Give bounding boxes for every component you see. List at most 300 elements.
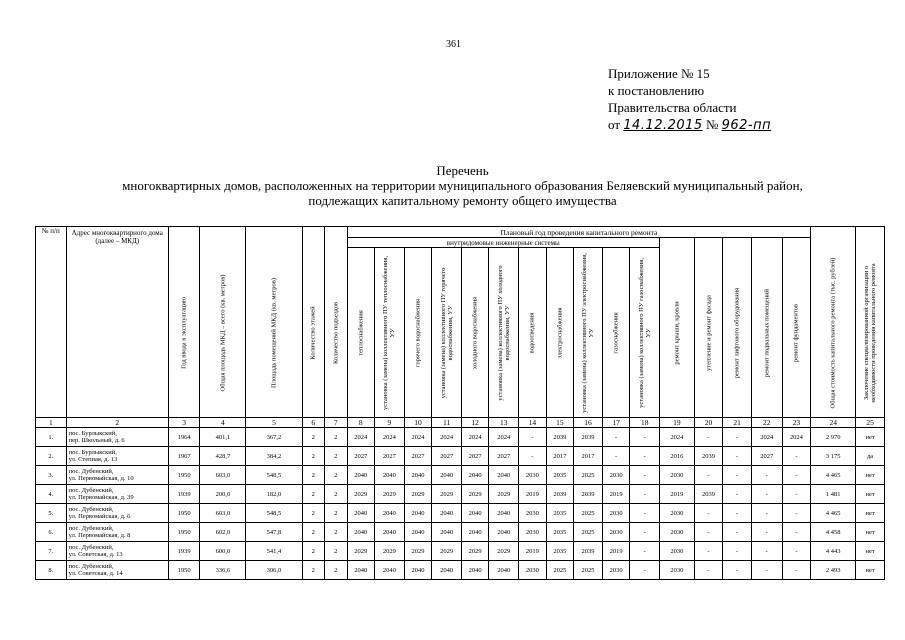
cell-c23: -	[782, 466, 811, 485]
cell-c13: 2040	[489, 523, 519, 542]
cell-c15: 2017	[546, 447, 574, 466]
table-row	[36, 428, 885, 447]
houses-table	[35, 226, 885, 580]
cell-c20: -	[694, 466, 723, 485]
cell-c15: 2039	[546, 428, 574, 447]
header-c22-text: ремонт подвальных помещений	[763, 288, 771, 378]
cell-c14: 2019	[519, 485, 547, 504]
cell-prem: 541,4	[246, 542, 302, 561]
cell-c20: -	[694, 542, 723, 561]
cell-year: 1950	[168, 466, 200, 485]
header-c14	[519, 248, 547, 418]
header-c10-text: горячего водоснабжения	[414, 299, 422, 367]
cell-c8: 2029	[347, 542, 375, 561]
table-row	[36, 542, 885, 561]
table-row	[36, 504, 885, 523]
cell-c17: 2030	[602, 504, 630, 523]
cell-c13: 2040	[489, 466, 519, 485]
cell-c13: 2029	[489, 542, 519, 561]
row-address	[66, 447, 168, 466]
cell-c12: 2040	[461, 466, 489, 485]
cell-c19: 2030	[660, 542, 695, 561]
address-line-1: пос. Бурлыкский,	[68, 449, 117, 456]
column-number: 16	[574, 418, 603, 428]
cell-year: 1950	[168, 561, 200, 580]
row-address	[66, 561, 168, 580]
table-row	[36, 466, 885, 485]
title-line-3: подлежащих капитальному ремонту общего имущества	[308, 193, 617, 208]
column-number: 9	[375, 418, 405, 428]
cell-c25: нет	[856, 428, 885, 447]
cell-c19: 2030	[660, 523, 695, 542]
cell-c19: 2030	[660, 504, 695, 523]
cell-c21: -	[723, 504, 752, 523]
address-line-1: пос. Дубенский,	[68, 563, 114, 570]
address-line-2: ул. Первомайская, д. 6	[68, 513, 131, 520]
header-entrances-text: Количество подъездов	[332, 301, 340, 365]
header-year-text: Год ввода в эксплуатацию	[180, 297, 188, 369]
cell-c21: -	[723, 485, 752, 504]
cell-c12: 2029	[461, 485, 489, 504]
cell-c21: -	[723, 542, 752, 561]
column-number: 20	[694, 418, 723, 428]
cell-ent: 2	[325, 504, 347, 523]
cell-total: 200,0	[200, 485, 246, 504]
cell-c9: 2027	[375, 447, 405, 466]
cell-c22: -	[751, 504, 782, 523]
address-line-2: ул. Советская, д. 13	[68, 551, 123, 558]
header-c19	[660, 238, 695, 418]
cell-c19: 2024	[660, 428, 695, 447]
cell-c16: 2039	[574, 485, 603, 504]
cell-c11: 2040	[432, 466, 462, 485]
cell-ent: 2	[325, 447, 347, 466]
cell-total: 602,0	[200, 523, 246, 542]
document-title	[40, 163, 885, 208]
cell-ent: 2	[325, 466, 347, 485]
cell-year: 1967	[168, 447, 200, 466]
appendix-line-3: Правительства области	[608, 100, 737, 115]
cell-c8: 2040	[347, 504, 375, 523]
cell-floors: 2	[302, 504, 324, 523]
cell-c8: 2029	[347, 485, 375, 504]
cell-c22: 2027	[751, 447, 782, 466]
cell-c25: нет	[856, 485, 885, 504]
header-eng-group: внутридомовые инженерные системы	[347, 238, 660, 248]
column-number: 23	[782, 418, 811, 428]
cell-prem: 548,5	[246, 504, 302, 523]
cell-year: 1964	[168, 428, 200, 447]
cell-ent: 2	[325, 561, 347, 580]
address-line-1: пос. Дубенский,	[68, 487, 114, 494]
cell-c16: 2025	[574, 523, 603, 542]
column-number: 22	[751, 418, 782, 428]
handwritten-number: 962-пп	[721, 118, 772, 133]
cell-c19: 2016	[660, 447, 695, 466]
header-premises-area-text: Площадь помещений МКД (кв. метров)	[270, 278, 278, 388]
header-c21-text: ремонт лифтового оборудования	[733, 287, 741, 379]
column-number: 10	[404, 418, 432, 428]
row-address	[66, 504, 168, 523]
header-c21	[723, 238, 752, 418]
cell-c16: 2025	[574, 466, 603, 485]
cell-c18: -	[630, 447, 660, 466]
header-c16-text: установка (замена) коллективного ПУ электроснабжения, УУ	[581, 253, 596, 413]
handwritten-date: 14.12.2015	[623, 118, 703, 133]
cell-c17: -	[602, 447, 630, 466]
header-c11	[432, 248, 462, 418]
cell-c12: 2040	[461, 504, 489, 523]
cell-c9: 2040	[375, 504, 405, 523]
cell-floors: 2	[302, 523, 324, 542]
cell-c10: 2040	[404, 504, 432, 523]
cell-prem: 367,2	[246, 428, 302, 447]
cell-c12: 2040	[461, 561, 489, 580]
cell-c14: 2019	[519, 542, 547, 561]
cell-total: 401,1	[200, 428, 246, 447]
cell-ent: 2	[325, 485, 347, 504]
cell-c17: 2019	[602, 485, 630, 504]
cell-c20: 2039	[694, 485, 723, 504]
cell-c11: 2040	[432, 523, 462, 542]
cell-c24: 4 443	[811, 542, 856, 561]
column-number: 11	[432, 418, 462, 428]
cell-c14: 2030	[519, 523, 547, 542]
cell-c10: 2029	[404, 485, 432, 504]
table-row	[36, 561, 885, 580]
column-number: 4	[200, 418, 246, 428]
address-line-2: ул. Первомайская, д. 8	[68, 532, 131, 539]
header-c13	[489, 248, 519, 418]
address-line-1: пос. Дубенский,	[68, 544, 114, 551]
row-number: 1.	[36, 428, 67, 447]
cell-c25: нет	[856, 542, 885, 561]
cell-c24: 4 465	[811, 466, 856, 485]
cell-year: 1939	[168, 485, 200, 504]
cell-c14: -	[519, 428, 547, 447]
header-floors	[302, 227, 324, 418]
header-c17-text: газоснабжения	[612, 312, 620, 354]
header-c14-text: водоотведения	[528, 312, 536, 354]
cell-c19: 2030	[660, 466, 695, 485]
cell-c23: -	[782, 561, 811, 580]
cell-c8: 2024	[347, 428, 375, 447]
column-number: 25	[856, 418, 885, 428]
page-number: 361	[446, 39, 461, 50]
cell-c23: -	[782, 504, 811, 523]
cell-c24: 1 481	[811, 485, 856, 504]
column-number: 7	[325, 418, 347, 428]
cell-c9: 2040	[375, 523, 405, 542]
cell-c20: -	[694, 504, 723, 523]
column-number: 13	[489, 418, 519, 428]
header-c15-text: электроснабжения	[556, 307, 564, 359]
cell-year: 1939	[168, 542, 200, 561]
row-address	[66, 428, 168, 447]
header-total-area-text: Общая площадь МКД – всего (кв. метров)	[219, 274, 227, 392]
cell-c8: 2040	[347, 523, 375, 542]
address-line-2: пер. Школьный, д. 6	[68, 437, 125, 444]
cell-c17: 2019	[602, 542, 630, 561]
cell-c10: 2027	[404, 447, 432, 466]
column-number: 24	[811, 418, 856, 428]
column-number: 18	[630, 418, 660, 428]
cell-c14: 2030	[519, 561, 547, 580]
cell-c8: 2040	[347, 466, 375, 485]
row-number: 5.	[36, 504, 67, 523]
cell-c17: 2030	[602, 466, 630, 485]
cell-c15: 2035	[546, 523, 574, 542]
cell-total: 428,7	[200, 447, 246, 466]
cell-ent: 2	[325, 523, 347, 542]
address-line-1: пос. Дубенский,	[68, 506, 114, 513]
cell-c17: -	[602, 428, 630, 447]
column-number: 21	[723, 418, 752, 428]
cell-c22: -	[751, 542, 782, 561]
cell-c24: 4 465	[811, 504, 856, 523]
header-c9-text: установка (замена) коллективного ПУ теплоснабжения, УУ	[382, 255, 397, 411]
cell-c14: 2030	[519, 466, 547, 485]
cell-c15: 2035	[546, 504, 574, 523]
appendix-date-line	[608, 116, 771, 134]
address-line-2: ул. Первомайская, д. 10	[68, 475, 134, 482]
header-total-area	[200, 227, 246, 418]
header-c22	[751, 238, 782, 418]
cell-total: 600,0	[200, 542, 246, 561]
column-number: 1	[36, 418, 67, 428]
column-number-row	[36, 418, 885, 428]
header-c25-text: Заключение специализированной организации о необходимости проведения капитального ремонта	[863, 263, 878, 403]
cell-c13: 2040	[489, 561, 519, 580]
column-number: 12	[461, 418, 489, 428]
date-prefix: от	[608, 117, 621, 132]
appendix-line-2: к постановлению	[608, 83, 705, 98]
row-number: 6.	[36, 523, 67, 542]
table-body	[36, 418, 885, 580]
row-address	[66, 542, 168, 561]
header-plan-group: Плановый год проведения капитального ремонта	[347, 227, 811, 238]
header-c15	[546, 248, 574, 418]
cell-c24: 4 458	[811, 523, 856, 542]
cell-c10: 2040	[404, 523, 432, 542]
cell-floors: 2	[302, 485, 324, 504]
cell-prem: 548,5	[246, 466, 302, 485]
header-c12-text: холодного водоснабжения	[471, 296, 479, 370]
header-c23-text: ремонт фундаментов	[792, 304, 800, 362]
address-line-1: пос. Дубенский,	[68, 525, 114, 532]
cell-c23: -	[782, 542, 811, 561]
cell-c13: 2029	[489, 485, 519, 504]
cell-c10: 2024	[404, 428, 432, 447]
column-number: 3	[168, 418, 200, 428]
cell-floors: 2	[302, 542, 324, 561]
table-row	[36, 447, 885, 466]
cell-c12: 2040	[461, 523, 489, 542]
header-address: Адрес многоквартирного дома (далее – МКД)	[66, 227, 168, 418]
cell-prem: 306,0	[246, 561, 302, 580]
cell-c15: 2035	[546, 542, 574, 561]
row-address	[66, 466, 168, 485]
cell-year: 1950	[168, 504, 200, 523]
header-c17	[602, 248, 630, 418]
header-c13-text: установка (замена) коллективного ПУ холодного водоснабжения, УУ	[496, 265, 511, 401]
title-line-1: Перечень	[436, 163, 489, 178]
cell-c20: -	[694, 428, 723, 447]
cell-c24: 3 175	[811, 447, 856, 466]
header-floors-text: Количество этажей	[309, 306, 317, 360]
cell-prem: 182,0	[246, 485, 302, 504]
cell-c13: 2024	[489, 428, 519, 447]
cell-c18: -	[630, 485, 660, 504]
cell-c15: 2039	[546, 485, 574, 504]
header-c23	[782, 238, 811, 418]
cell-c18: -	[630, 542, 660, 561]
cell-c21: -	[723, 523, 752, 542]
cell-c11: 2027	[432, 447, 462, 466]
cell-c18: -	[630, 523, 660, 542]
header-c12	[461, 248, 489, 418]
address-line-2: ул. Степная, д. 13	[68, 456, 118, 463]
header-c16	[574, 248, 603, 418]
cell-total: 603,0	[200, 466, 246, 485]
cell-c20: -	[694, 561, 723, 580]
cell-c17: 2030	[602, 561, 630, 580]
cell-c16: 2039	[574, 428, 603, 447]
cell-c9: 2024	[375, 428, 405, 447]
cell-c16: 2025	[574, 561, 603, 580]
cell-c18: -	[630, 428, 660, 447]
cell-c15: 2025	[546, 561, 574, 580]
header-c8	[347, 248, 375, 418]
address-line-1: пос. Бурлыкский,	[68, 430, 117, 437]
header-c8-text: теплоснабжения	[357, 310, 365, 356]
cell-c9: 2029	[375, 485, 405, 504]
cell-c13: 2027	[489, 447, 519, 466]
cell-ent: 2	[325, 428, 347, 447]
cell-c11: 2024	[432, 428, 462, 447]
cell-c25: нет	[856, 561, 885, 580]
cell-c11: 2029	[432, 485, 462, 504]
cell-floors: 2	[302, 561, 324, 580]
cell-c21: -	[723, 466, 752, 485]
header-c18-text: установка (замена) коллективного ПУ газоснабжения, УУ	[637, 258, 652, 408]
appendix-block	[608, 65, 771, 134]
cell-c25: нет	[856, 466, 885, 485]
number-prefix: №	[705, 117, 719, 132]
cell-floors: 2	[302, 447, 324, 466]
cell-c25: да	[856, 447, 885, 466]
column-number: 15	[546, 418, 574, 428]
row-number: 8.	[36, 561, 67, 580]
cell-c13: 2040	[489, 504, 519, 523]
header-c25	[856, 227, 885, 418]
header-c24-text: Общая стоимость капитального ремонта (тыс. рублей)	[829, 257, 837, 409]
row-number: 7.	[36, 542, 67, 561]
cell-c14: -	[519, 447, 547, 466]
cell-c22: -	[751, 466, 782, 485]
cell-ent: 2	[325, 542, 347, 561]
cell-c22: -	[751, 523, 782, 542]
cell-c8: 2027	[347, 447, 375, 466]
cell-c11: 2040	[432, 504, 462, 523]
header-c11-text: установка (замена) коллективного ПУ горячего водоснабжения, УУ	[439, 267, 454, 399]
cell-c18: -	[630, 466, 660, 485]
cell-c16: 2017	[574, 447, 603, 466]
cell-c25: нет	[856, 523, 885, 542]
cell-c18: -	[630, 561, 660, 580]
cell-c11: 2040	[432, 561, 462, 580]
cell-total: 336,6	[200, 561, 246, 580]
cell-c21: -	[723, 428, 752, 447]
cell-c16: 2025	[574, 504, 603, 523]
column-number: 6	[302, 418, 324, 428]
header-year	[168, 227, 200, 418]
cell-c20: 2039	[694, 447, 723, 466]
header-c9	[375, 248, 405, 418]
cell-c18: -	[630, 504, 660, 523]
header-num: № п/п	[36, 227, 67, 418]
cell-c22: 2024	[751, 428, 782, 447]
cell-c23: 2024	[782, 428, 811, 447]
appendix-line-1: Приложение № 15	[608, 66, 710, 81]
column-number: 17	[602, 418, 630, 428]
cell-c19: 2019	[660, 485, 695, 504]
column-number: 2	[66, 418, 168, 428]
header-c10	[404, 248, 432, 418]
cell-c10: 2040	[404, 466, 432, 485]
header-c20-text: утепление и ремонт фасада	[705, 295, 713, 371]
cell-c9: 2029	[375, 542, 405, 561]
row-address	[66, 523, 168, 542]
cell-c9: 2040	[375, 561, 405, 580]
cell-floors: 2	[302, 428, 324, 447]
header-c24	[811, 227, 856, 418]
cell-c14: 2030	[519, 504, 547, 523]
cell-c12: 2024	[461, 428, 489, 447]
cell-c23: -	[782, 523, 811, 542]
cell-c19: 2030	[660, 561, 695, 580]
cell-prem: 384,2	[246, 447, 302, 466]
cell-c22: -	[751, 485, 782, 504]
cell-c15: 2035	[546, 466, 574, 485]
column-number: 14	[519, 418, 547, 428]
cell-c20: -	[694, 523, 723, 542]
header-c19-text: ремонт крыши, кровли	[673, 301, 681, 365]
row-number: 3.	[36, 466, 67, 485]
column-number: 19	[660, 418, 695, 428]
cell-prem: 547,8	[246, 523, 302, 542]
cell-c10: 2040	[404, 561, 432, 580]
address-line-1: пос. Дубенский,	[68, 468, 114, 475]
row-address	[66, 485, 168, 504]
table-row	[36, 523, 885, 542]
cell-c25: нет	[856, 504, 885, 523]
cell-c12: 2029	[461, 542, 489, 561]
cell-c11: 2029	[432, 542, 462, 561]
header-c18	[630, 248, 660, 418]
cell-total: 603,0	[200, 504, 246, 523]
cell-c23: -	[782, 447, 811, 466]
header-premises-area	[246, 227, 302, 418]
cell-floors: 2	[302, 466, 324, 485]
cell-c24: 2 493	[811, 561, 856, 580]
column-number: 8	[347, 418, 375, 428]
row-number: 2.	[36, 447, 67, 466]
address-line-2: ул. Советская, д. 14	[68, 570, 123, 577]
row-number: 4.	[36, 485, 67, 504]
cell-year: 1950	[168, 523, 200, 542]
cell-c10: 2029	[404, 542, 432, 561]
